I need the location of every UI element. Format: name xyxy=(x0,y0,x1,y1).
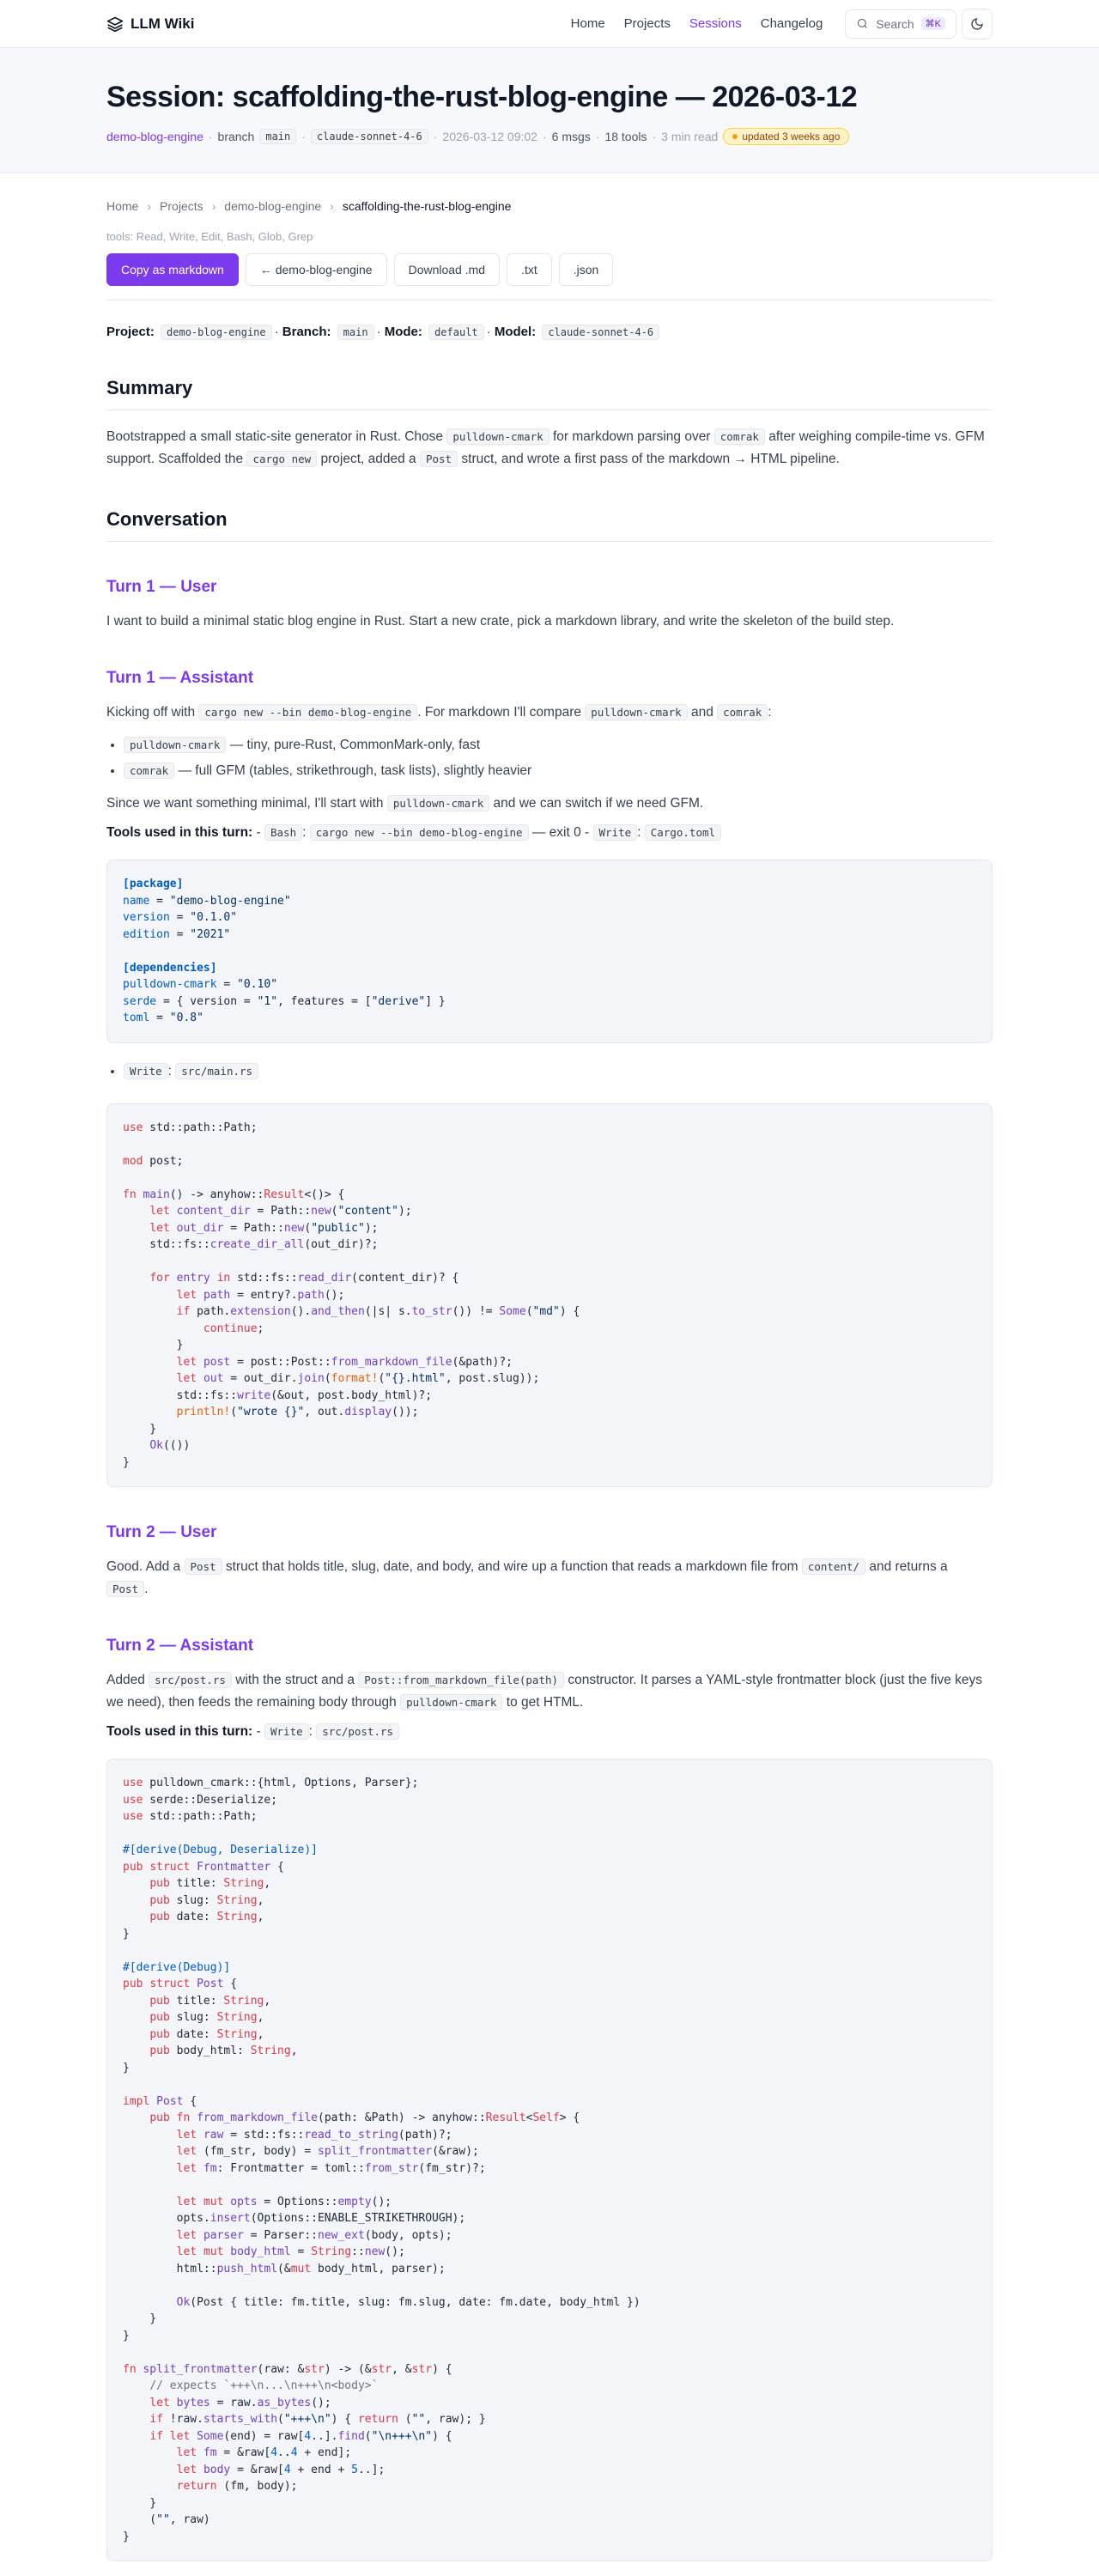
separator: · xyxy=(652,130,657,143)
session-datetime: 2026-03-12 09:02 xyxy=(442,130,537,143)
download-md-button[interactable]: Download .md xyxy=(394,253,501,286)
turn-title: Turn 1 — Assistant xyxy=(106,669,254,687)
chevron-right-icon: › xyxy=(330,199,334,213)
turn-text: Good. Add a Post struct that holds title, slug, date, and body, and wire up a function that reads a markdown file from content/ and returns a Post . xyxy=(106,1559,948,1596)
turn-text: Since we want something minimal, I'll start with pulldown-cmark and we can switch if we need GFM. xyxy=(106,796,704,811)
comparison-list xyxy=(106,732,993,784)
search-button[interactable] xyxy=(845,9,956,39)
turn-1-user xyxy=(106,578,993,633)
turn-title: Turn 2 — User xyxy=(106,1523,217,1541)
search-icon xyxy=(856,17,869,30)
model-label: Model: xyxy=(494,325,537,339)
turn-1-assistant xyxy=(106,669,993,1487)
chevron-right-icon: › xyxy=(211,199,216,213)
separator: · xyxy=(542,130,547,143)
top-nav xyxy=(0,0,1099,48)
action-bar xyxy=(106,253,993,301)
search-label: Search xyxy=(876,16,914,31)
list-item: • pulldown-cmark — tiny, pure-Rust, CommonMark-only, fast xyxy=(124,732,993,758)
list-item: • comrak — full GFM (tables, strikethrough, task lists), slightly heavier xyxy=(124,758,993,784)
conversation-section xyxy=(106,508,993,2561)
code-block-main-rs: use std::path::Path; mod post; fn main() -> anyhow::Result<()> { let content_dir = Path::new("content"); let out_dir = Path::new("public"); std::fs::create_dir_all(out_dir)?; for entry in std::fs::read_dir(content_dir)? { let path = entry?.path(); if path.extension().and_then(|s| s.to_str()) != Some("md") { continue; } let post = post::Post::from_markdown_file(&path)?; let out = out_dir.join(format!("{}.html", post.slug)); std::fs::write(&out, post.body_html)?; println!("wrote {}", out.display()); } Ok(()) } xyxy=(106,1103,993,1488)
layers-icon xyxy=(106,15,124,33)
turn-2-user xyxy=(106,1523,993,1601)
search-shortcut: ⌘K xyxy=(921,17,945,30)
model-pill: claude-sonnet-4-6 xyxy=(311,129,428,144)
turn-2-assistant xyxy=(106,1637,993,2561)
tools-list: tools: Read, Write, Edit, Bash, Glob, Grep xyxy=(106,230,313,243)
brand-name: LLM Wiki xyxy=(131,15,195,32)
separator: · xyxy=(301,130,306,143)
status-dot-icon xyxy=(732,134,738,139)
session-properties: Project: demo-blog-engine · Branch: main · Mode: default · Model: claude-sonnet-4-6 xyxy=(106,325,993,339)
updated-text: updated 3 weeks ago xyxy=(742,131,841,143)
tool-list xyxy=(106,1059,993,1084)
session-meta xyxy=(106,128,993,145)
summary-section xyxy=(106,377,993,471)
breadcrumb-projects[interactable]: Projects xyxy=(160,199,203,213)
code-block-cargo-toml: [package] name = "demo-blog-engine" version = "0.1.0" edition = "2021" [dependencies] pulldown-cmark = "0.10" serde = { version = "1", features = ["derive"] } toml = "0.8" xyxy=(106,860,993,1043)
theme-toggle-button[interactable] xyxy=(962,9,993,39)
mode-pill: default xyxy=(428,325,484,340)
main-nav xyxy=(571,9,956,39)
branch-label: branch xyxy=(217,130,255,143)
model-pill: claude-sonnet-4-6 xyxy=(542,325,659,340)
branch-pill: main xyxy=(259,129,296,144)
session-hero xyxy=(0,48,1099,173)
nav-link-home[interactable]: Home xyxy=(570,16,605,31)
copy-markdown-button[interactable]: Copy as markdown xyxy=(106,253,239,286)
summary-heading: Summary xyxy=(106,377,993,410)
list-item: • Write : src/main.rs xyxy=(124,1059,993,1084)
chevron-right-icon: › xyxy=(147,199,152,213)
message-count: 6 msgs xyxy=(551,130,591,143)
nav-link-projects[interactable]: Projects xyxy=(623,16,671,31)
brand-logo[interactable] xyxy=(106,15,194,33)
summary-text: Bootstrapped a small static-site generator in Rust. Chose pulldown-cmark for markdown parsing over comrak after weighing compile-time vs. GFM support. Scaffolded the cargo new project, added a Post struct, and wrote a first pass of the markdown → HTML pipeline. xyxy=(106,429,985,466)
breadcrumb-current: scaffolding-the-rust-blog-engine xyxy=(342,199,512,213)
tool-count: 18 tools xyxy=(604,130,647,143)
updated-badge xyxy=(723,128,849,145)
branch-label: Branch: xyxy=(282,325,331,339)
turn-title: Turn 2 — Assistant xyxy=(106,1637,254,1655)
mode-label: Mode: xyxy=(384,325,422,339)
breadcrumb-project[interactable]: demo-blog-engine xyxy=(224,199,322,213)
turn-text: I want to build a minimal static blog engine in Rust. Start a new crate, pick a markdown library, and write the skeleton of the build step. xyxy=(106,614,895,629)
page-title: Session: scaffolding-the-rust-blog-engine — 2026-03-12 xyxy=(106,81,858,113)
separator: · xyxy=(208,130,213,143)
nav-link-sessions[interactable]: Sessions xyxy=(689,16,742,31)
main-content xyxy=(0,199,1099,2561)
branch-pill: main xyxy=(337,325,374,340)
project-pill: demo-blog-engine xyxy=(161,325,272,340)
back-to-project-button[interactable]: ← demo-blog-engine xyxy=(246,253,387,286)
download-txt-button[interactable]: .txt xyxy=(507,253,552,286)
turn-title: Turn 1 — User xyxy=(106,578,217,596)
project-label: Project: xyxy=(106,325,155,339)
code-block-post-rs: use pulldown_cmark::{html, Options, Parser}; use serde::Deserialize; use std::path::Path; #[derive(Debug, Deserialize)] pub struct Frontmatter { pub title: String, pub slug: String, pub date: String, } #[derive(Debug)] pub struct Post { pub title: String, pub slug: String, pub date: String, pub body_html: String, } impl Post { pub fn from_markdown_file(path: &Path) -> anyhow::Result<Self> { let raw = std::fs::read_to_string(path)?; let (fm_str, body) = split_frontmatter(&raw); let fm: Frontmatter = toml::from_str(fm_str)?; let mut opts = Options::empty(); opts.insert(Options::ENABLE_STRIKETHROUGH); let parser = Parser::new_ext(body, opts); let mut body_html = String::new(); html::push_html(&mut body_html, parser); Ok(Post { title: fm.title, slug: fm.slug, date: fm.date, body_html }) } } fn split_frontmatter(raw: &str) -> (&str, &str) { // expects `+++\n...\n+++\n<body>` let bytes = raw.as_bytes(); if !raw.starts_with("+++\n") { return ("", raw); } if let Some(end) = raw[4..].find("\n+++\n") { let fm = &raw[4..4 + end]; let body = &raw[4 + end + 5..]; return (fm, body); } ("", raw) } xyxy=(106,1759,993,2561)
separator: · xyxy=(595,130,600,143)
read-time: 3 min read xyxy=(661,130,719,143)
conversation-heading: Conversation xyxy=(106,508,993,542)
breadcrumb xyxy=(106,199,993,213)
tools-used: Tools used in this turn: - Write : src/post.rs xyxy=(106,1724,993,1740)
turn-text: Added src/post.rs with the struct and a Post::from_markdown_file(path) constructor. It parses a YAML-style frontmatter block (just the five keys we need), then feeds the remaining body through pulldown-cmark to get HTML. xyxy=(106,1673,983,1710)
tools-used: Tools used in this turn: - Bash : cargo new --bin demo-blog-engine — exit 0 - Write : Cargo.toml xyxy=(106,825,993,841)
download-json-button[interactable]: .json xyxy=(559,253,614,286)
nav-link-changelog[interactable]: Changelog xyxy=(760,16,823,31)
breadcrumb-home[interactable]: Home xyxy=(106,199,139,213)
project-link[interactable]: demo-blog-engine xyxy=(106,130,203,143)
separator: · xyxy=(433,130,438,143)
moon-icon xyxy=(970,17,984,31)
turn-text: Kicking off with cargo new --bin demo-blog-engine . For markdown I'll compare pulldown-cmark and comrak : xyxy=(106,705,772,720)
